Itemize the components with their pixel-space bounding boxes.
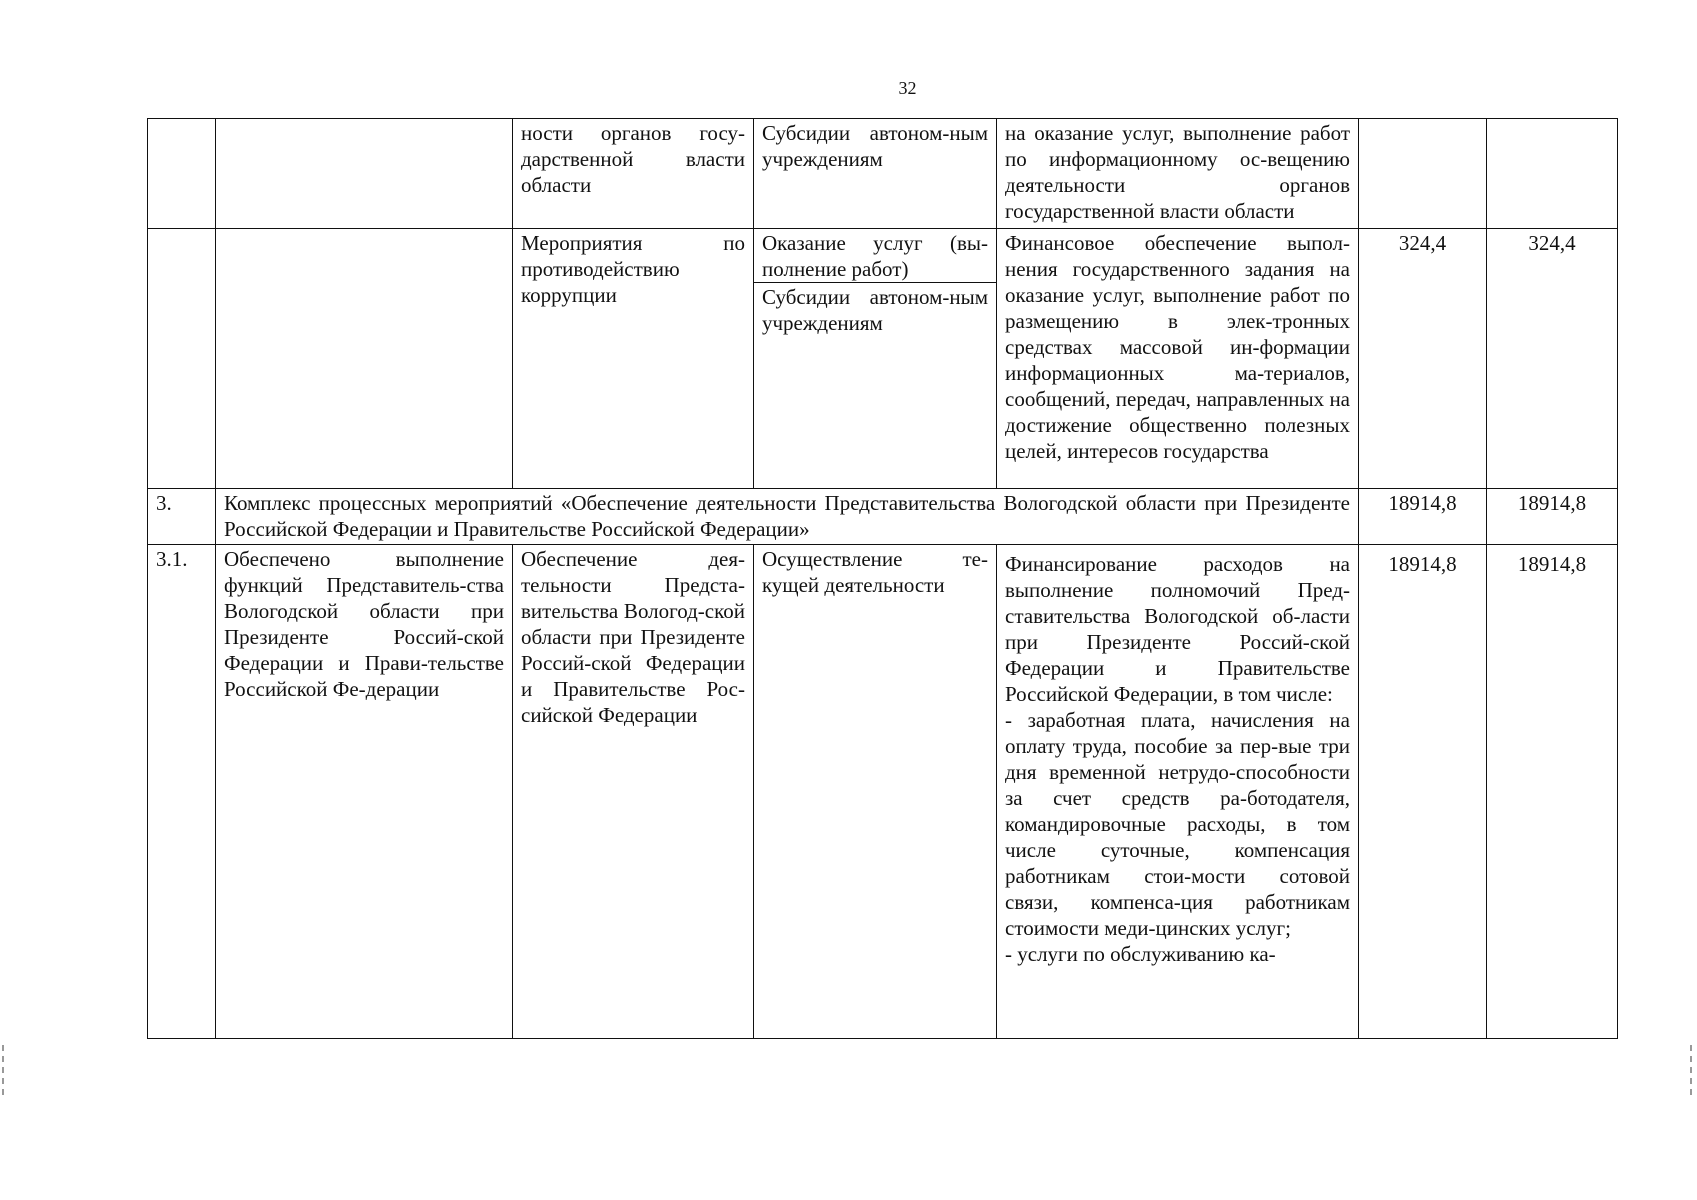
page-number: 32 xyxy=(898,78,917,98)
cell-result: Обеспечено выполнение функций Представитель-ства Вологодской области при Президенте Россий-ской Федерации и Прави-тельстве Российской Фе-дерации xyxy=(216,545,513,1039)
cell-purpose xyxy=(997,545,1359,1039)
purpose-item: - услуги по обслуживанию ка- xyxy=(1005,942,1276,966)
cell-sum1: 324,4 xyxy=(1359,229,1487,489)
cell-expense-type: Осуществление те-кущей деятельности xyxy=(754,545,997,1039)
table-row xyxy=(148,119,1618,229)
cell-purpose: Финансовое обеспечение выпол-нения государственного задания на оказание услуг, выполнение работ по размещению в элек-тронных средствах массовой ин-формации информационных ма-териалов, сообщений, передач, направленных на достижение общественно полезных целей, интересов государства xyxy=(997,229,1359,489)
cell-sum1: 18914,8 xyxy=(1359,489,1487,545)
cell-sum1: 18914,8 xyxy=(1359,545,1487,1039)
cell-num xyxy=(148,229,216,489)
cell-result xyxy=(216,119,513,229)
cell-num: 3.1. xyxy=(148,545,216,1039)
cell-result xyxy=(216,229,513,489)
cell-sum1 xyxy=(1359,119,1487,229)
cell-expense-type: Субсидии автоном-ным учреждениям xyxy=(754,119,997,229)
section-title: Комплекс процессных мероприятий «Обеспечение деятельности Представительства Вологодской области при Президенте Российской Федерации и Правительстве Российской Федерации» xyxy=(216,489,1359,545)
section-row xyxy=(148,489,1618,545)
table-row xyxy=(148,229,1618,283)
purpose-item: - заработная плата, начисления на оплату труда, пособие за пер-вые три дня временной нетрудо-способности за счет средств ра-ботодателя, командировочные расходы, в том числе суточные, компенсация работникам стои-мости сотовой связи, компенса-ция работникам стоимости меди-цинских услуг; xyxy=(1005,708,1350,940)
scan-mark-left xyxy=(2,1045,8,1095)
cell-sum2: 18914,8 xyxy=(1487,489,1618,545)
purpose-intro: Финансирование расходов на выполнение полномочий Пред-ставительства Вологодской об-ласти при Президенте Россий-ской Федерации и Правительстве Российской Федерации, в том числе: xyxy=(1005,552,1350,706)
cell-activity: ности органов госу-дарственной власти области xyxy=(513,119,754,229)
scan-mark-right xyxy=(1690,1045,1696,1095)
cell-sum2 xyxy=(1487,119,1618,229)
cell-sum2: 18914,8 xyxy=(1487,545,1618,1039)
cell-num xyxy=(148,119,216,229)
cell-expense-type: Субсидии автоном-ным учреждениям xyxy=(754,283,997,489)
cell-activity: Мероприятия по противодействию коррупции xyxy=(513,229,754,489)
cell-activity: Обеспечение дея-тельности Предста-вительства Вологод-ской области при Президенте Россий-ской Федерации и Правительстве Рос-сийской Федерации xyxy=(513,545,754,1039)
table-row xyxy=(148,545,1618,1039)
cell-sum2: 324,4 xyxy=(1487,229,1618,489)
cell-purpose: на оказание услуг, выполнение работ по информационному ос-вещению деятельности органов государственной власти области xyxy=(997,119,1359,229)
cell-num: 3. xyxy=(148,489,216,545)
budget-table xyxy=(147,118,1618,1039)
cell-expense-type: Оказание услуг (вы-полнение работ) xyxy=(754,229,997,283)
